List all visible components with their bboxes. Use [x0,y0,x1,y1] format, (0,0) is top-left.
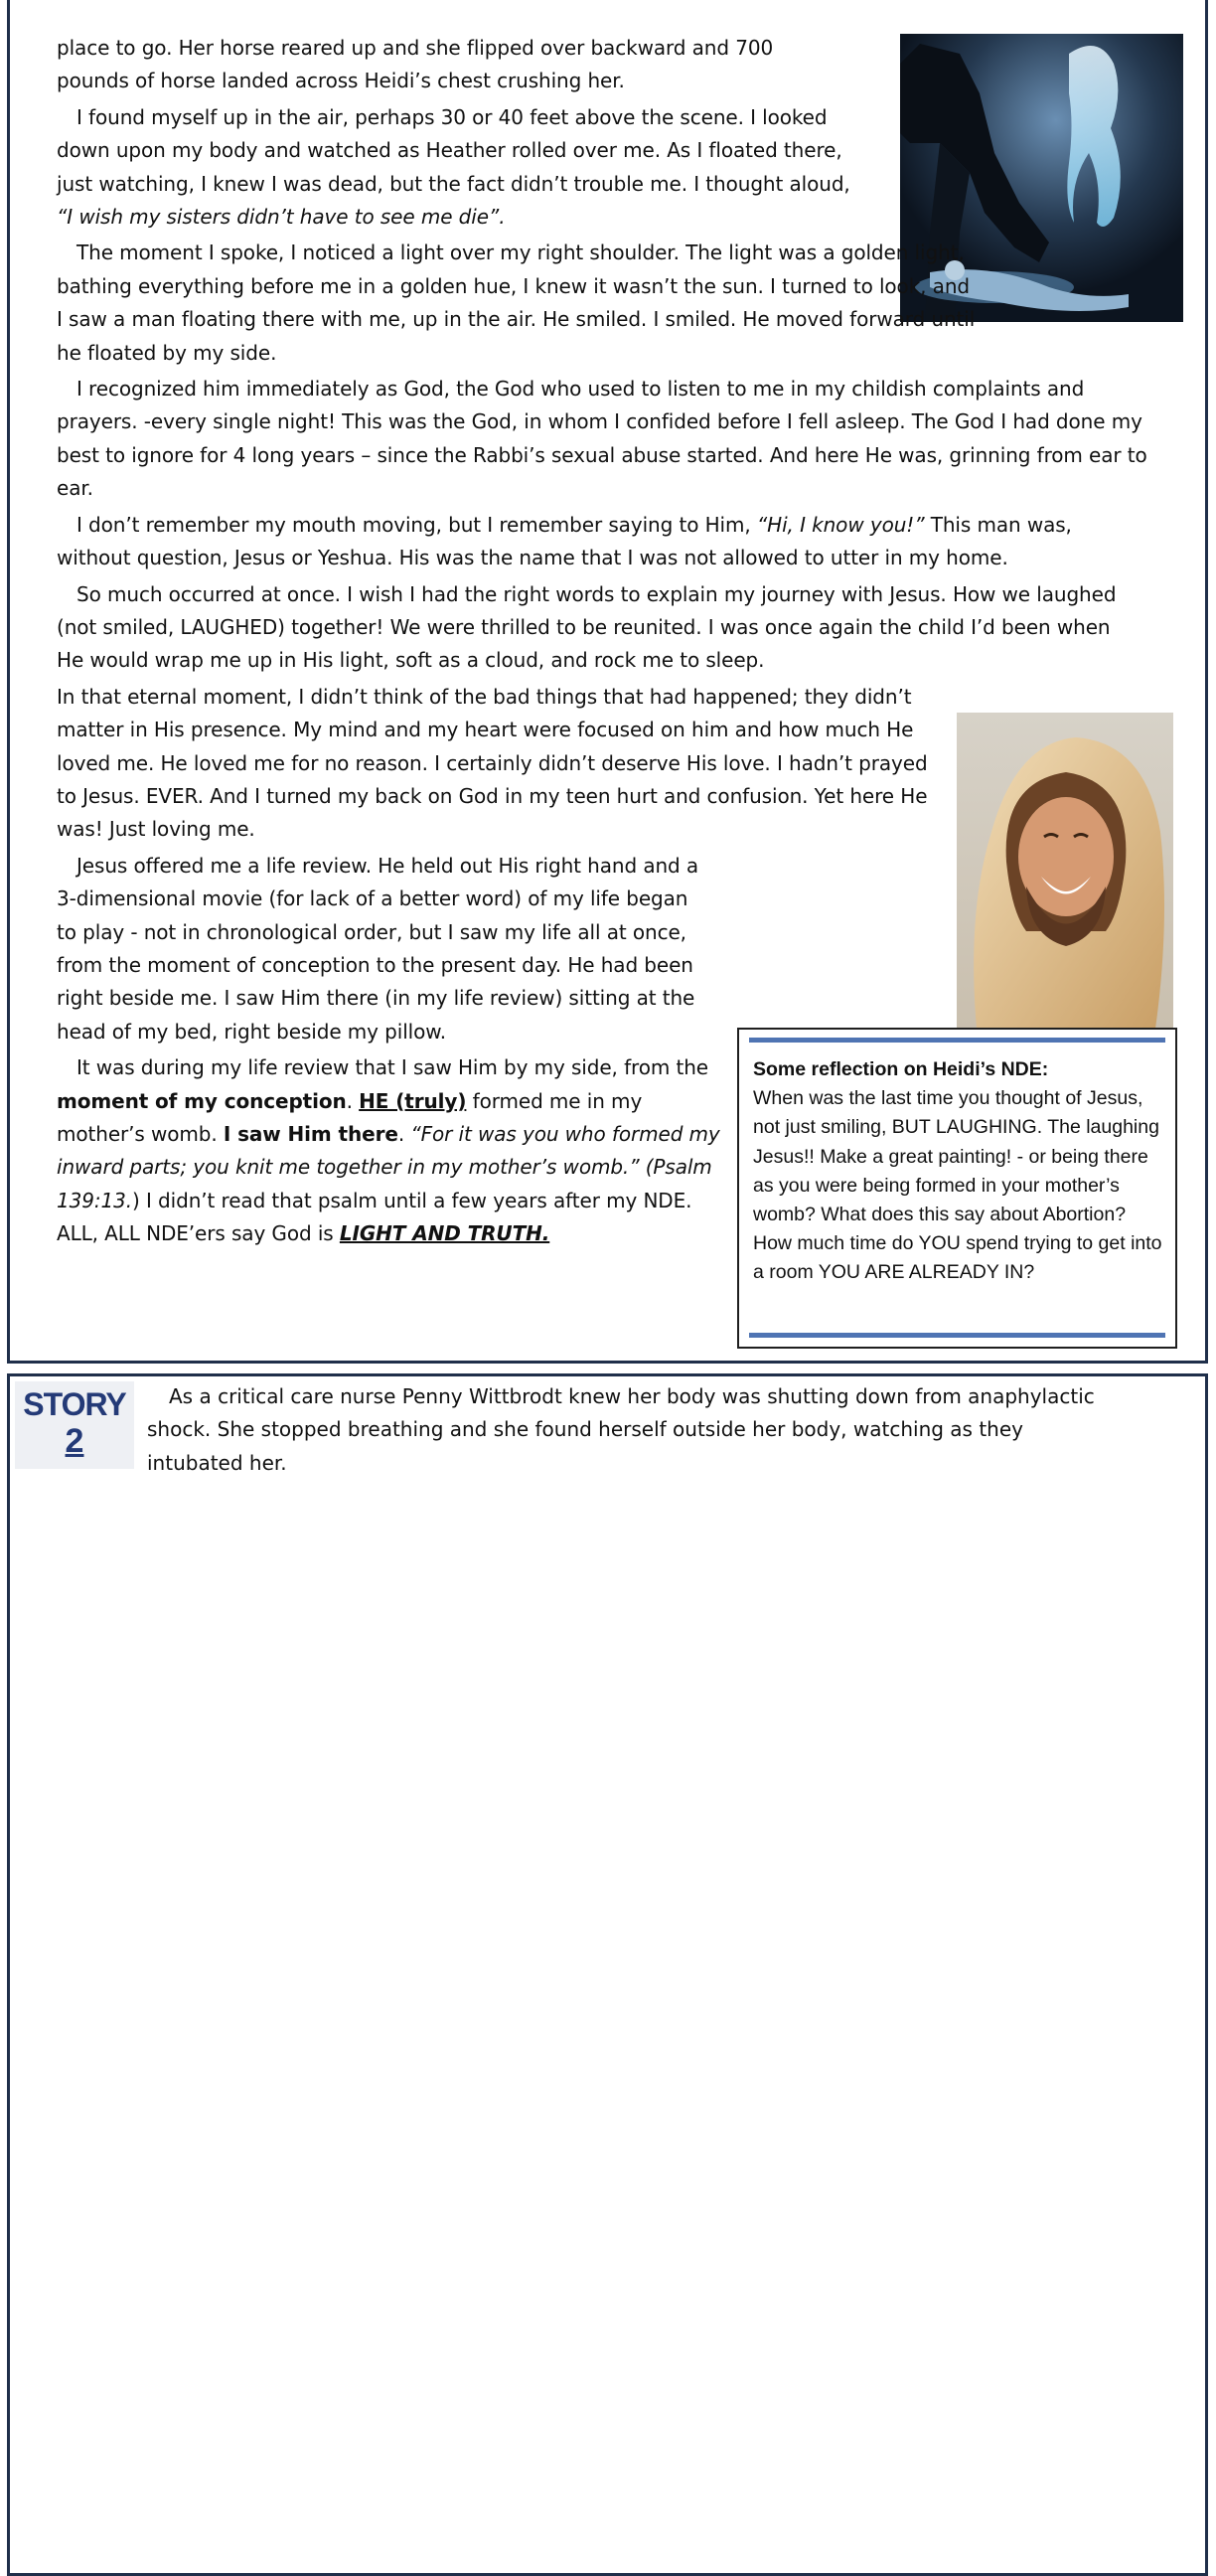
p2-text: I found myself up in the air, perhaps 30 or 40 feet above the scene. I looked down upon my body and watched as Heather rolled over me. As I floated there, just watching, I knew I was dead, but the fact didn’t trouble me. I thought aloud, [57,104,850,196]
paragraph-4: I recognized him immediately as God, the God who used to listen to me in my childish complaints and prayers. -every single night! This was the God, in whom I confided before I fell asleep. The God I had done my best to ignore for 4 long years – since the Rabbi’s sexual abuse started. And here He was, grinning from ear to ear. [57,377,1147,501]
p5-quote: “Hi, I know you!” [756,512,925,537]
story2-paragraph: As a critical care nurse Penny Wittbrodt knew her body was shutting down from anaphylactic shock. She stopped breathing and she found herself outside her body, watching as they intubated her. [147,1384,1095,1475]
story2-body [147,1380,1101,1480]
p9-text-b: . [346,1088,360,1113]
p9-bold-conception: moment of my conception [57,1088,347,1113]
sidebar-bottom-rule [749,1333,1165,1338]
p5-text-b: This man was, without question, Jesus or Yeshua. His was the name that I was not allowed to utter in my home. [57,512,1072,570]
p5-text-a: I don’t remember my mouth moving, but I remember saying to Him, [76,512,757,537]
p2-quote: “I wish my sisters didn’t have to see me die”. [57,205,506,230]
story-badge-number: 2 [65,1422,84,1460]
p9-light-and-truth: LIGHT AND TRUTH. [339,1221,550,1246]
story-badge-word: STORY [23,1386,126,1422]
p9-text-d: . [397,1122,411,1146]
paragraph-1: place to go. Her horse reared up and she flipped over backward and 700 pounds of horse landed across Heidi’s chest crushing her. [57,36,774,93]
p9-text-c: formed me in my mother’s womb. [57,1088,643,1146]
reflection-sidebar [737,1028,1177,1349]
paragraph-7: In that eternal moment, I didn’t think of the bad things that had happened; they didn’t matter in His presence. My mind and my heart were focused on him and how much He loved me. He loved me for no reason. I certainly didn’t deserve His love. I hadn’t prayed to Jesus. EVER. And I turned my back on God in my teen hurt and confusion. Yet here He was! Just loving me. [57,684,928,842]
p9-bold-saw-him: I saw Him there [223,1122,398,1146]
p9-psalm-quote: “For it was you who formed my inward parts; you knit me together in my mother’s womb.” (Psalm 139:13. [57,1122,720,1212]
sidebar-body: When was the last time you thought of Jesus, not just smiling, BUT LAUGHING. The laughing Jesus!! Make a great painting! - or being there as you were being formed in your mother’s womb? What does this say about Abortion? How much time do YOU spend trying to get into a room YOU ARE ALREADY IN? [753,1087,1162,1284]
paragraph-3: The moment I spoke, I noticed a light over my right shoulder. The light was a golden light, bathing everything before me in a golden hue, I knew it wasn’t the sun. I turned to look, and I saw a man floating there with me, up in the air. He smiled. I smiled. He moved forward until he floated by my side. [57,241,976,365]
sidebar-title: Some reflection on Heidi’s NDE: [753,1058,1049,1080]
sidebar-top-rule [749,1038,1165,1043]
story-2-badge [15,1381,134,1469]
p9-underline-he-truly: HE (truly) [359,1088,467,1113]
paragraph-9 [57,1051,720,1250]
paragraph-6: So much occurred at once. I wish I had the right words to explain my journey with Jesus. How we laughed (not smiled, LAUGHED) together! We were thrilled to be reunited. I was once again the child I’d been when He would wrap me up in His light, soft as a cloud, and rock me to sleep. [57,581,1117,673]
p9-text-e: ) I didn’t read that psalm until a few years after my NDE. ALL, ALL NDE’ers say God is [57,1188,692,1246]
paragraph-2 [57,101,869,235]
paragraph-8: Jesus offered me a life review. He held out His right hand and a 3-dimensional movie (for lack of a better word) of my life began to play - not in chronological order, but I saw my life all at once, from the moment of conception to the present day. He had been right beside me. I saw Him there (in my life review) sitting at the head of my bed, right beside my pillow. [57,853,699,1044]
paragraph-5 [57,509,1130,575]
p9-text-a: It was during my life review that I saw Him by my side, from the [76,1055,708,1080]
bottom-page-frame [7,1373,1208,2576]
